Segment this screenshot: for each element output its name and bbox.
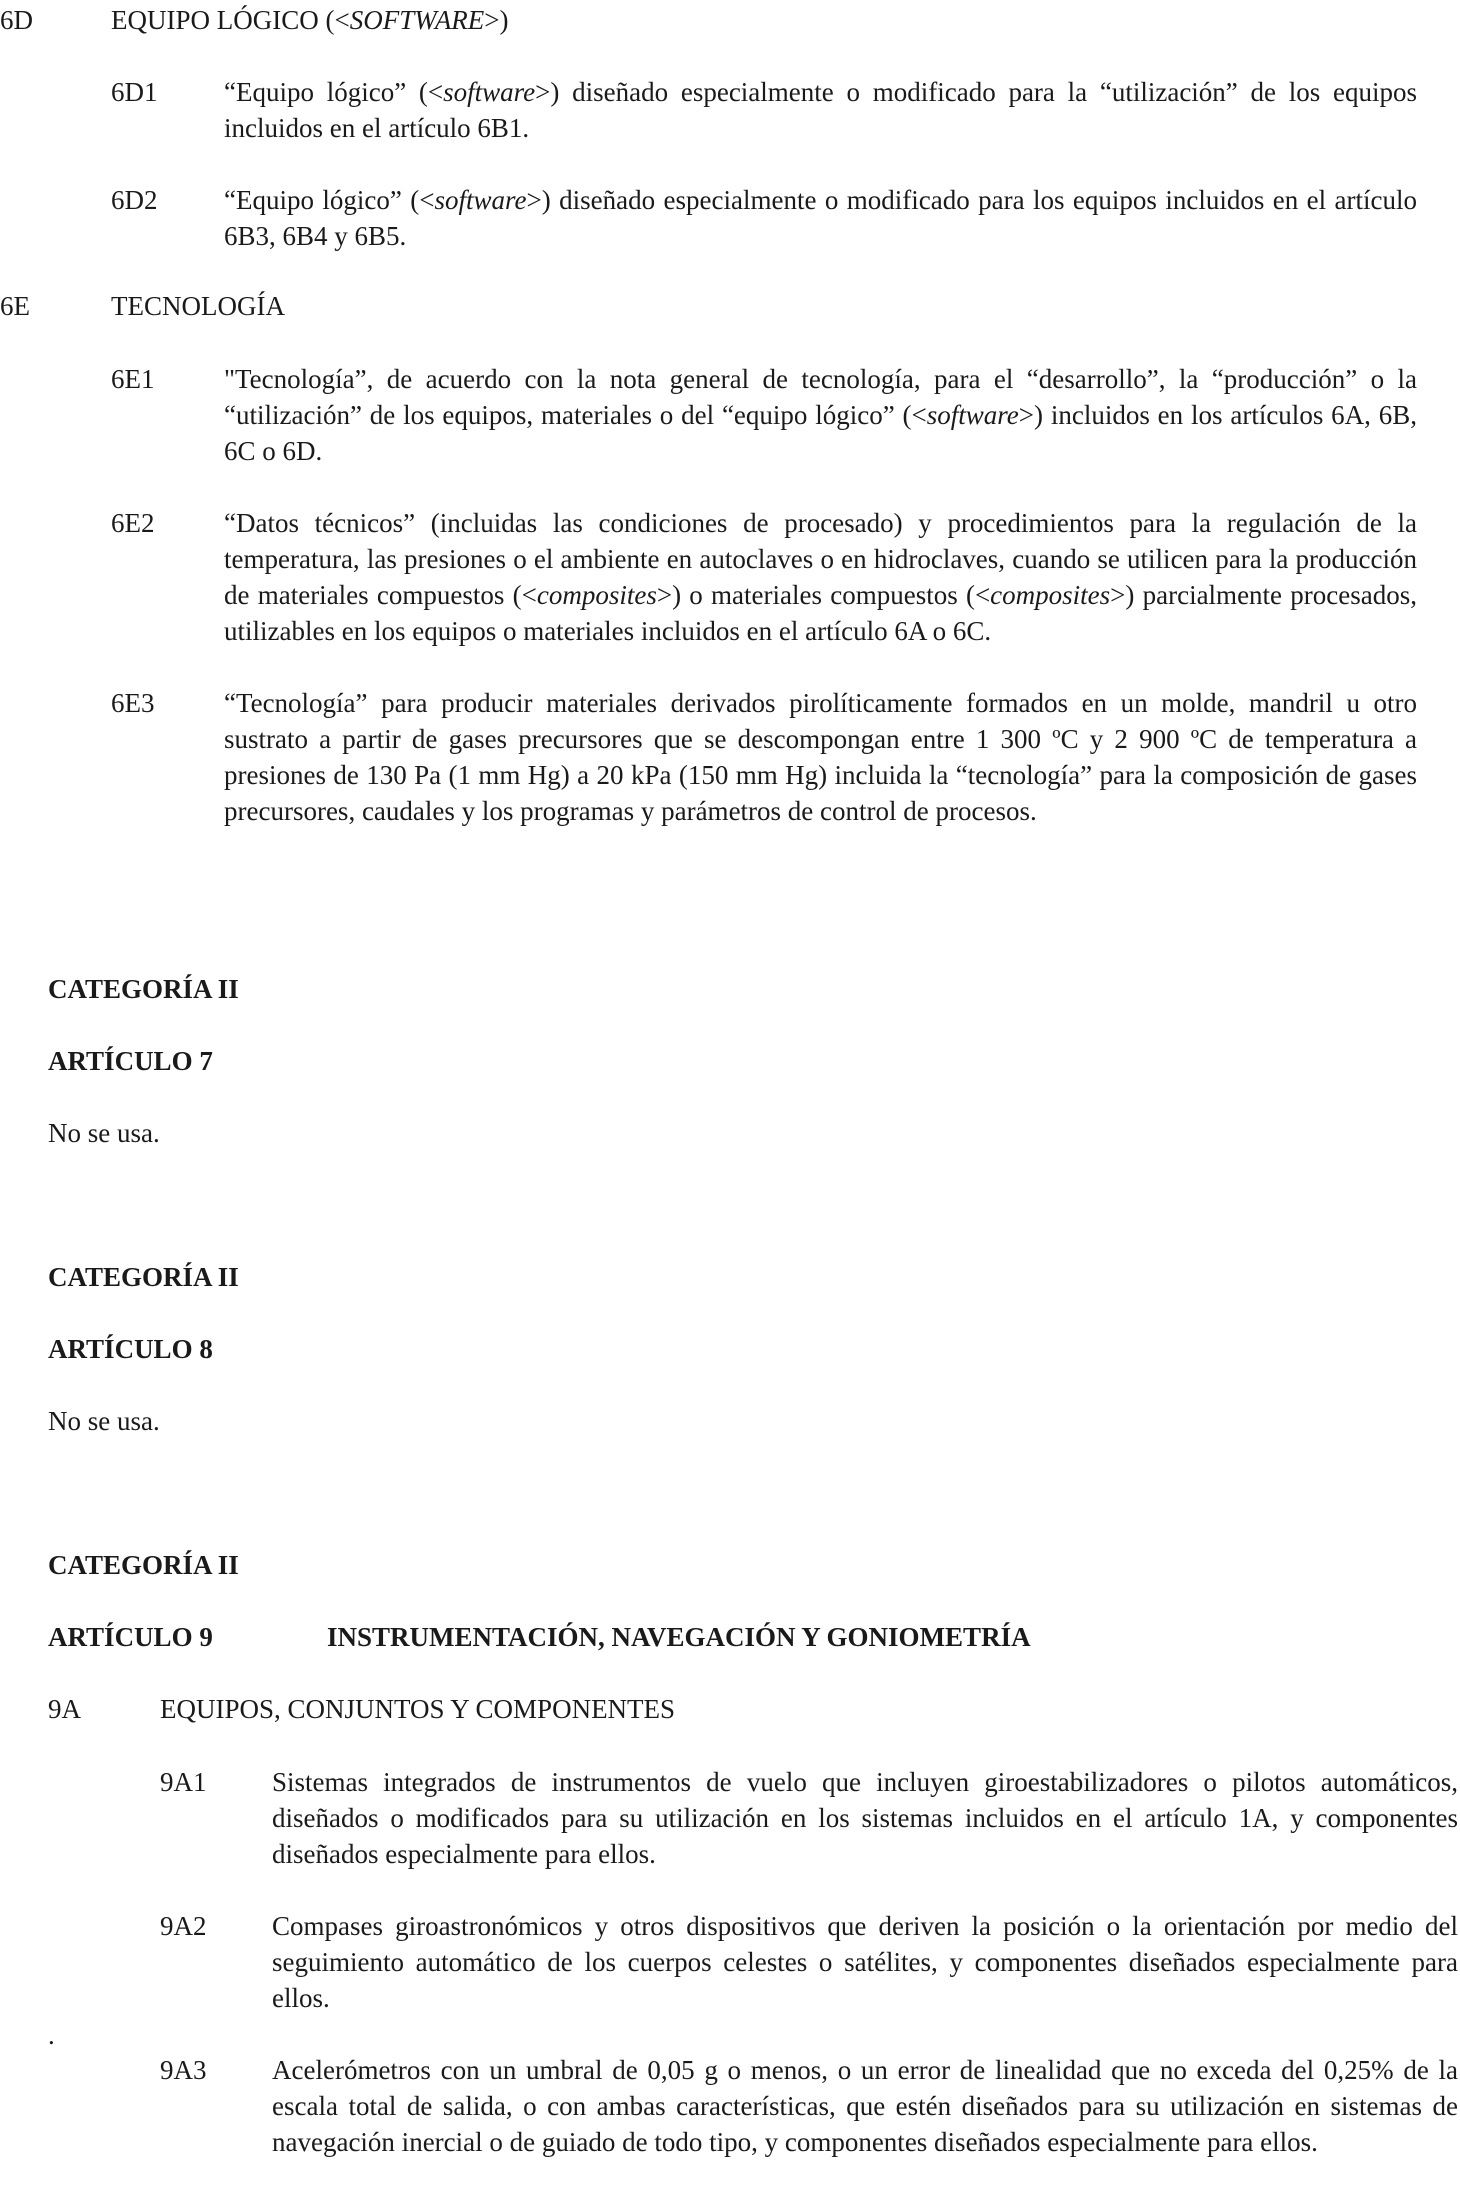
item-code-9a1: 9A1	[160, 1767, 207, 1797]
item-code-6e2: 6E2	[111, 508, 155, 538]
section-code-9a: 9A	[48, 1694, 81, 1724]
article-heading-9: ARTÍCULO 9	[48, 1622, 213, 1652]
category-heading-art7: CATEGORÍA II	[48, 974, 239, 1004]
item-text-6d1: “Equipo lógico” (<software>) diseñado especialmente o modificado para la “utilización” de los equipos incluidos en el artículo 6B1.	[224, 77, 1417, 143]
item-code-9a2: 9A2	[160, 1911, 207, 1941]
item-text-6e2: “Datos técnicos” (incluidas las condiciones de procesado) y procedimientos para la regulación de la temperatura, las presiones o el ambiente en autoclaves o en hidroclaves, cuando se utilicen para la producción de materiales compuestos (<composites>) o materiales compuestos (<composites>) parcialmente procesados, utilizables en los equipos o materiales incluidos en el artículo 6A o 6C.	[224, 508, 1417, 646]
section-code-6d: 6D	[0, 5, 33, 35]
item-code-6e3: 6E3	[111, 688, 155, 718]
article-8-note: No se usa.	[48, 1406, 160, 1436]
section-title-6e: TECNOLOGÍA	[111, 291, 285, 321]
section-title-9a: EQUIPOS, CONJUNTOS Y COMPONENTES	[160, 1694, 676, 1724]
section-code-6e: 6E	[0, 291, 30, 321]
category-heading-art9: CATEGORÍA II	[48, 1550, 239, 1580]
article-7-note: No se usa.	[48, 1118, 160, 1148]
item-text-9a1: Sistemas integrados de instrumentos de vuelo que incluyen giroestabilizadores o pilotos automáticos, diseñados o modificados para su utilización en los sistemas incluidos en el artículo 1A, y componentes diseñados especialmente para ellos.	[272, 1767, 1458, 1869]
item-text-9a3: Acelerómetros con un umbral de 0,05 g o menos, o un error de linealidad que no exceda del 0,25% de la escala total de salida, o con ambas características, que estén diseñados para su utilización en sistemas de navegación inercial o de guiado de todo tipo, y componentes diseñados especialmente para ellos.	[272, 2055, 1458, 2157]
category-heading-art8: CATEGORÍA II	[48, 1262, 239, 1292]
article-heading-8: ARTÍCULO 8	[48, 1334, 213, 1364]
item-text-9a2: Compases giroastronómicos y otros dispositivos que deriven la posición o la orientación por medio del seguimiento automático de los cuerpos celestes o satélites, y componentes diseñados especialmente para ellos.	[272, 1911, 1458, 2013]
item-code-6d1: 6D1	[111, 77, 158, 107]
stray-mark: .	[48, 2020, 55, 2050]
item-text-6e1: "Tecnología”, de acuerdo con la nota general de tecnología, para el “desarrollo”, la “producción” o la “utilización” de los equipos, materiales o del “equipo lógico” (<software>) incluidos en los artículos 6A, 6B, 6C o 6D.	[224, 364, 1418, 466]
article-9-title: INSTRUMENTACIÓN, NAVEGACIÓN Y GONIOMETRÍA	[327, 1622, 1031, 1652]
item-code-6e1: 6E1	[111, 364, 155, 394]
item-code-6d2: 6D2	[111, 185, 158, 215]
article-heading-7: ARTÍCULO 7	[48, 1046, 213, 1076]
item-text-6e3: “Tecnología” para producir materiales derivados pirolíticamente formados en un molde, mandril u otro sustrato a partir de gases precursores que se descompongan entre 1 300 ºC y 2 900 ºC de temperatura a presiones de 130 Pa (1 mm Hg) a 20 kPa (150 mm Hg) incluida la “tecnología” para la composición de gases precursores, caudales y los programas y parámetros de control de procesos.	[224, 688, 1417, 826]
item-text-6d2: “Equipo lógico” (<software>) diseñado especialmente o modificado para los equipos incluidos en el artículo 6B3, 6B4 y 6B5.	[224, 185, 1418, 251]
item-code-9a3: 9A3	[160, 2055, 207, 2085]
section-title-6d: EQUIPO LÓGICO (<SOFTWARE>)	[111, 5, 509, 35]
